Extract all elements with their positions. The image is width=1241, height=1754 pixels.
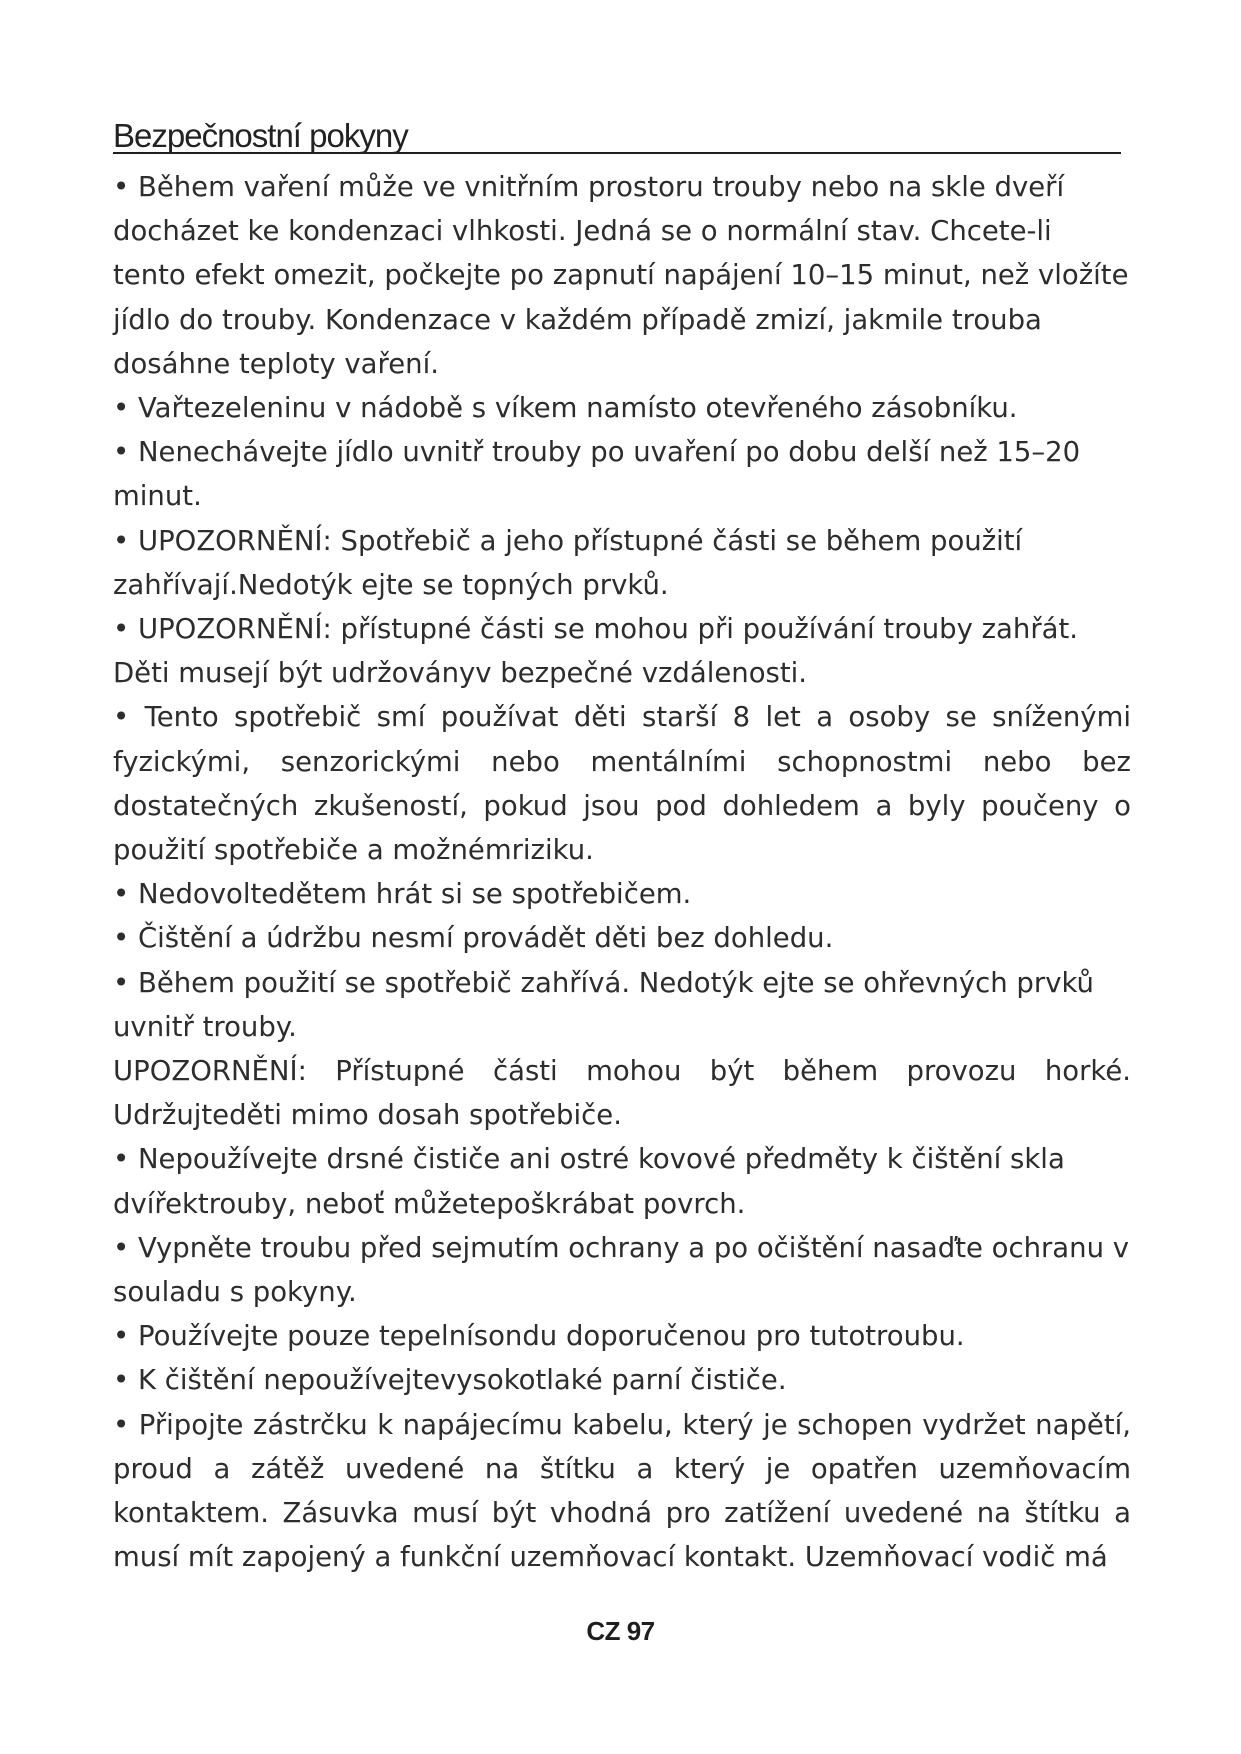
paragraph-steam-cleaner: • K čištění nepoužívejtevysokotlaké parní čističe. — [113, 1364, 787, 1397]
safety-instructions — [113, 165, 1131, 1580]
paragraph-condensation: • Během vaření může ve vnitřním prostoru trouby nebo na skle dveří docházet ke kondenzaci vlhkosti. Jedná se o normální stav. Chcete-li tento efekt omezit, počkejte po zapnutí napájení 10–15 minut, než vložíte jídlo do trouby. Kondenzace v každém případě zmizí, jakmile trouba dosáhne teploty vaření. — [113, 171, 1129, 380]
paragraph-heating-elements: • Během použití se spotřebič zahřívá. Nedotýk ejte se ohřevných prvků uvnitř trouby. — [113, 966, 1094, 1043]
paragraph-warning-hot-parts: UPOZORNĚNÍ: Přístupné části mohou být během provozu horké. Udržujteděti mimo dosah spotřebiče. — [113, 1055, 1131, 1132]
paragraph-food-time: • Nenechávejte jídlo uvnitř trouby po uvaření po dobu delší než 15–20 minut. — [113, 436, 1081, 513]
paragraph-protection: • Vypněte troubu před sejmutím ochrany a po očištění nasaďte ochranu v souladu s pokyny. — [113, 1231, 1130, 1309]
paragraph-warning-children: • UPOZORNĚNÍ: přístupné části se mohou při používání trouby zahřát. Děti musejí být udržoványv bezpečné vzdálenosti. — [113, 613, 1078, 690]
paragraph-warning-heat: • UPOZORNĚNÍ: Spotřebič a jeho přístupné části se během použití zahřívají.Nedotýk ejte se topných prvků. — [113, 524, 1023, 601]
section-header — [113, 110, 1121, 154]
section-title: Bezpečnostní pokyny — [113, 117, 408, 154]
paragraph-glass-cleaning: • Nepoužívejte drsné čističe ani ostré kovové předměty k čištění skla dvířektrouby, neboť můžetepoškrábat povrch. — [113, 1143, 1065, 1220]
paragraph-usage-children: • Tento spotřebič smí používat děti starší 8 let a osoby se sníženými fyzickými, senzorickými nebo mentálními schopnostmi nebo bez dostatečných zkušeností, pokud jsou pod dohledem a byly poučeny o použití spotřebiče a možnémriziku. — [113, 701, 1131, 867]
paragraph-no-play: • Nedovoltedětem hrát si se spotřebičem. — [113, 878, 692, 911]
paragraph-electrical: • Připojte zástrčku k napájecímu kabelu, který je schopen vydržet napětí, proud a zátěž uvedené na štítku a který je opatřen uzemňovacím kontaktem. Zásuvka musí být vhodná pro zatížení uvedené na štítku a musí mít zapojený a funkční uzemňovací kontakt. Uzemňovací vodič má — [113, 1408, 1131, 1574]
paragraph-probe: • Používejte pouze tepelnísondu doporučenou pro tutotroubu. — [113, 1320, 965, 1353]
paragraph-cleaning-children: • Čištění a údržbu nesmí provádět děti bez dohledu. — [113, 922, 834, 955]
page-number: CZ 97 — [586, 1616, 655, 1646]
paragraph-vegetables: • Vařtezeleninu v nádobě s víkem namísto otevřeného zásobníku. — [113, 392, 1018, 425]
